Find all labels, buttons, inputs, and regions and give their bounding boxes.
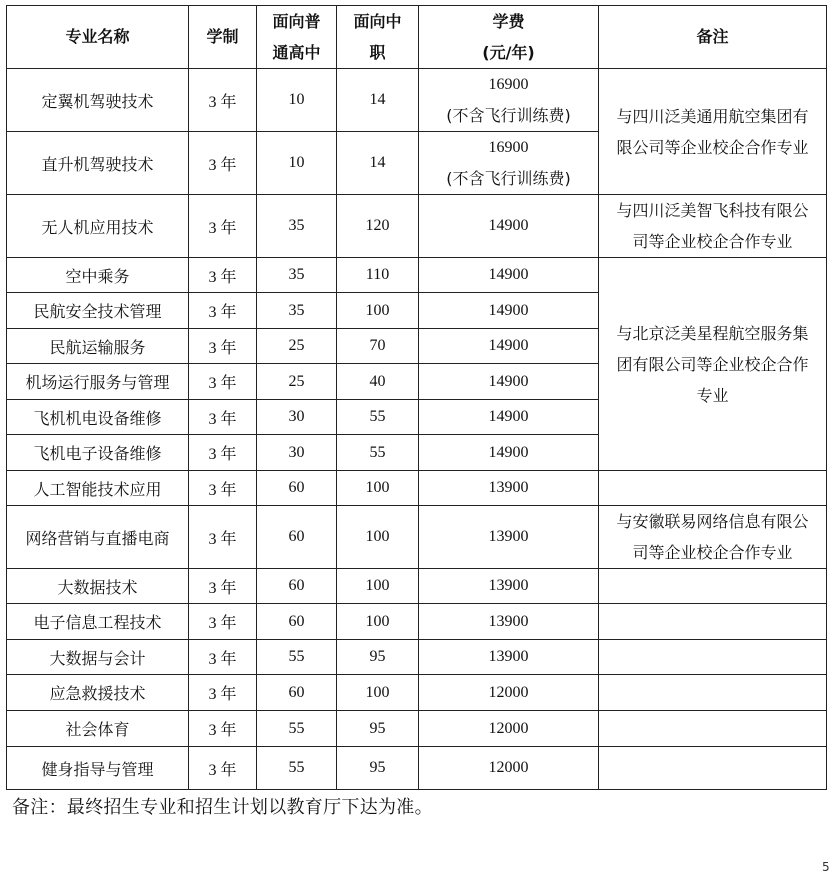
header-hs-line1: 面向普 — [272, 12, 321, 31]
remark-empty — [599, 569, 827, 604]
remark-line: 专业 — [696, 385, 729, 405]
high-school-quota: 35 — [257, 195, 337, 258]
table-row — [7, 675, 827, 711]
duration: 3 年 — [189, 675, 257, 711]
vocational-quota: 100 — [337, 471, 419, 506]
header-tuition — [419, 6, 599, 69]
remark-smart-fly — [599, 195, 827, 258]
duration: 3 年 — [189, 258, 257, 293]
remark-empty — [599, 604, 827, 640]
tuition-note: (不含飞行训练费) — [446, 106, 571, 125]
duration: 3 年 — [189, 640, 257, 675]
vocational-quota: 100 — [337, 604, 419, 640]
vocational-quota: 95 — [337, 747, 419, 790]
major-name: 社会体育 — [7, 711, 189, 747]
header-voc-line1: 面向中 — [353, 12, 402, 31]
high-school-quota: 55 — [257, 640, 337, 675]
vocational-quota: 100 — [337, 675, 419, 711]
tuition: 14900 — [419, 293, 599, 329]
table-row — [7, 711, 827, 747]
high-school-quota: 60 — [257, 604, 337, 640]
major-name: 机场运行服务与管理 — [7, 364, 189, 400]
high-school-quota: 10 — [257, 69, 337, 132]
duration: 3 年 — [189, 711, 257, 747]
high-school-quota: 55 — [257, 747, 337, 790]
duration: 3 年 — [189, 435, 257, 471]
remark-line: 与四川泛美通用航空集团有 — [616, 106, 809, 126]
major-name: 大数据与会计 — [7, 640, 189, 675]
tuition: 14900 — [419, 364, 599, 400]
duration: 3 年 — [189, 400, 257, 435]
high-school-quota: 60 — [257, 675, 337, 711]
major-name: 飞机机电设备维修 — [7, 400, 189, 435]
majors-table — [6, 5, 827, 790]
vocational-quota: 40 — [337, 364, 419, 400]
vocational-quota: 120 — [337, 195, 419, 258]
tuition: 13900 — [419, 506, 599, 569]
high-school-quota: 60 — [257, 506, 337, 569]
tuition: 12000 — [419, 711, 599, 747]
high-school-quota: 60 — [257, 569, 337, 604]
tuition — [419, 69, 599, 132]
major-name: 民航运输服务 — [7, 329, 189, 364]
remark-empty — [599, 675, 827, 711]
duration: 3 年 — [189, 604, 257, 640]
duration: 3 年 — [189, 506, 257, 569]
header-high-school-quota — [257, 6, 337, 69]
tuition: 13900 — [419, 569, 599, 604]
remark-lianyi — [599, 506, 827, 569]
high-school-quota: 25 — [257, 329, 337, 364]
table-row — [7, 604, 827, 640]
header-fee-line1: 学费 — [492, 12, 525, 31]
remark-empty — [599, 747, 827, 790]
high-school-quota: 10 — [257, 132, 337, 195]
header-duration: 学制 — [189, 6, 257, 69]
header-hs-line2: 通高中 — [272, 43, 321, 62]
table-row — [7, 569, 827, 604]
tuition: 14900 — [419, 195, 599, 258]
header-row — [7, 6, 827, 69]
duration: 3 年 — [189, 364, 257, 400]
high-school-quota: 35 — [257, 293, 337, 329]
remark-line: 与北京泛美星程航空服务集 — [616, 323, 809, 343]
table-row — [7, 471, 827, 506]
remark-line: 与四川泛美智飞科技有限公 — [616, 201, 809, 220]
major-name: 网络营销与直播电商 — [7, 506, 189, 569]
table-row — [7, 195, 827, 258]
tuition — [419, 132, 599, 195]
vocational-quota: 100 — [337, 293, 419, 329]
major-name: 应急救援技术 — [7, 675, 189, 711]
header-vocational-quota — [337, 6, 419, 69]
major-name: 无人机应用技术 — [7, 195, 189, 258]
major-name: 空中乘务 — [7, 258, 189, 293]
duration: 3 年 — [189, 747, 257, 790]
vocational-quota: 95 — [337, 711, 419, 747]
vocational-quota: 100 — [337, 569, 419, 604]
tuition: 13900 — [419, 640, 599, 675]
tuition: 14900 — [419, 400, 599, 435]
major-name: 飞机电子设备维修 — [7, 435, 189, 471]
footnote: 备注：最终招生专业和招生计划以教育厅下达为准。 — [12, 797, 433, 818]
remark-line: 团有限公司等企业校企合作 — [616, 354, 809, 374]
high-school-quota: 30 — [257, 400, 337, 435]
high-school-quota: 35 — [257, 258, 337, 293]
duration: 3 年 — [189, 471, 257, 506]
duration: 3 年 — [189, 195, 257, 258]
tuition: 12000 — [419, 747, 599, 790]
major-name: 定翼机驾驶技术 — [7, 69, 189, 132]
major-name: 民航安全技术管理 — [7, 293, 189, 329]
duration: 3 年 — [189, 69, 257, 132]
vocational-quota: 110 — [337, 258, 419, 293]
remark-star-journey — [599, 258, 827, 471]
tuition-amount: 16900 — [488, 76, 529, 93]
remark-line: 与安徽联易网络信息有限公 — [616, 512, 809, 531]
header-fee-line2: (元/年) — [482, 43, 535, 62]
remark-line: 限公司等企业校企合作专业 — [616, 137, 809, 157]
tuition-note: (不含飞行训练费) — [446, 169, 571, 188]
vocational-quota: 70 — [337, 329, 419, 364]
header-major-name: 专业名称 — [7, 6, 189, 69]
remark-line: 司等企业校企合作专业 — [632, 543, 793, 562]
remark-empty — [599, 640, 827, 675]
high-school-quota: 25 — [257, 364, 337, 400]
page-mark: 5 — [822, 860, 830, 874]
tuition: 14900 — [419, 435, 599, 471]
header-voc-line2: 职 — [369, 43, 386, 62]
vocational-quota: 55 — [337, 435, 419, 471]
high-school-quota: 60 — [257, 471, 337, 506]
header-remark: 备注 — [599, 6, 827, 69]
vocational-quota: 100 — [337, 506, 419, 569]
tuition: 14900 — [419, 258, 599, 293]
vocational-quota: 14 — [337, 132, 419, 195]
vocational-quota: 14 — [337, 69, 419, 132]
remark-aviation-general — [599, 69, 827, 195]
tuition-amount: 16900 — [488, 139, 529, 156]
duration: 3 年 — [189, 329, 257, 364]
duration: 3 年 — [189, 132, 257, 195]
major-name: 电子信息工程技术 — [7, 604, 189, 640]
vocational-quota: 95 — [337, 640, 419, 675]
tuition: 14900 — [419, 329, 599, 364]
high-school-quota: 55 — [257, 711, 337, 747]
remark-empty — [599, 711, 827, 747]
table-row — [7, 69, 827, 132]
table-row — [7, 506, 827, 569]
major-name: 直升机驾驶技术 — [7, 132, 189, 195]
vocational-quota: 55 — [337, 400, 419, 435]
duration: 3 年 — [189, 293, 257, 329]
major-name: 大数据技术 — [7, 569, 189, 604]
remark-empty — [599, 471, 827, 506]
table-row — [7, 640, 827, 675]
duration: 3 年 — [189, 569, 257, 604]
remark-line: 司等企业校企合作专业 — [632, 232, 793, 251]
table-row — [7, 258, 827, 293]
table-row — [7, 747, 827, 790]
major-name: 健身指导与管理 — [7, 747, 189, 790]
high-school-quota: 30 — [257, 435, 337, 471]
tuition: 13900 — [419, 604, 599, 640]
tuition: 13900 — [419, 471, 599, 506]
major-name: 人工智能技术应用 — [7, 471, 189, 506]
tuition: 12000 — [419, 675, 599, 711]
